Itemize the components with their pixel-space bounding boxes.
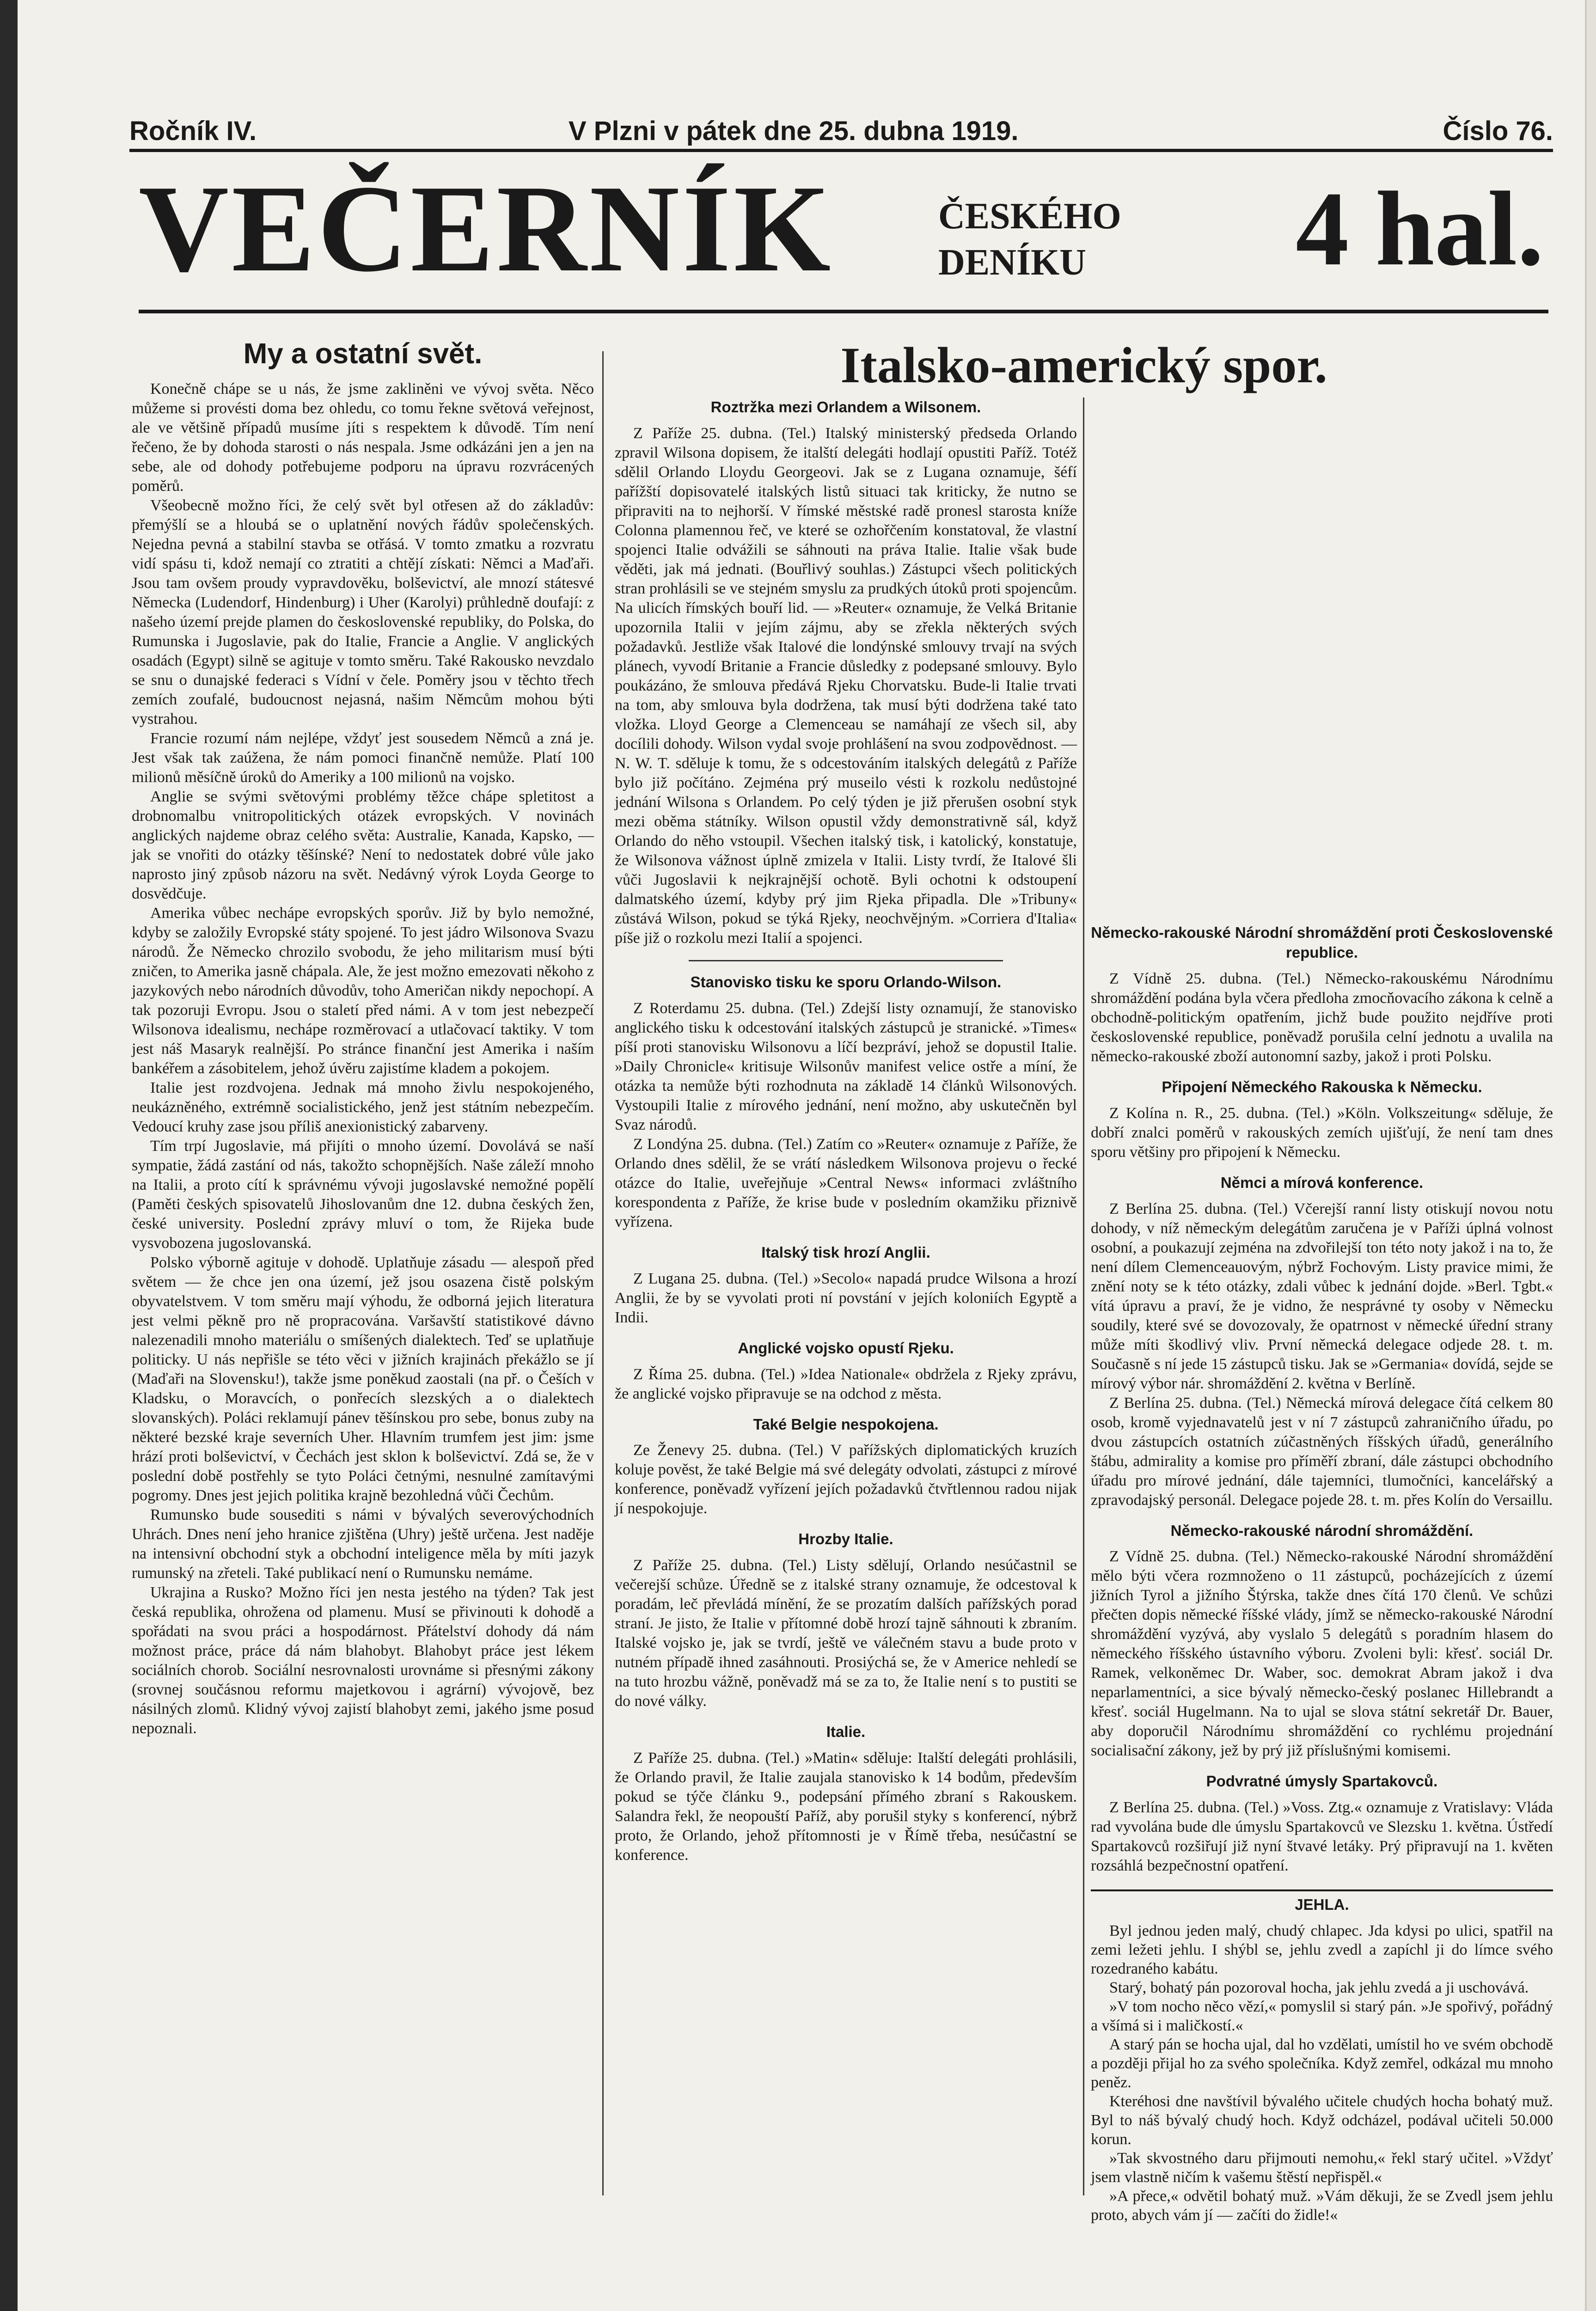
paragraph: Z Paříže 25. dubna. (Tel.) »Matin« sděluje: Italští delegáti prohlásili, že Orlando pravil, že Italie zaujala stanovisko k 14 bodům, především pokud se týče článku 9., podepsání přímého zbraní s Rakouskem. Salandra řekl, že neopouští Paříž, aby porušil styky s konferencí, nýbrž proto, že Orlando, jehož přítomnosti je v Římě třeba, nesúčastní se konference. <box>615 1749 1077 1864</box>
news-column-right <box>1091 397 1553 2224</box>
paragraph: Kteréhosi dne navštívil bývalého učitele chudých hocha bohatý muž. Byl to náš bývalý chudý hoch. Když odcházel, podával učiteli 50.000 korun. <box>1091 2093 1553 2148</box>
paragraph: Italie jest rozdvojena. Jednak má mnoho živlu nespokojeného, neukázněného, extrémně socialistického, jenž jest státním nebezpečím. Vedoucí kruhy zase jsou příliš anexionistický zabarveny. <box>132 1079 594 1135</box>
paragraph: Z Kolína n. R., 25. dubna. (Tel.) »Köln. Volkszeitung« sděluje, že dobří znalci poměrů v rakouských zemích ujišťují, že není tam dnes sporu většiny pro připojení k Německu. <box>1091 1104 1553 1161</box>
section-title: Německo-rakouské Národní shromáždění proti Československé republice. <box>1091 924 1553 961</box>
article-heading: My a ostatní svět. <box>243 338 483 370</box>
section-title: Připojení Německého Rakouska k Německu. <box>1162 1078 1482 1095</box>
paragraph: Všeobecně možno říci, že celý svět byl otřesen až do základův: přemýšlí se a hloubá se o uplatnění nových řádův společenských. Nejedna pevná a stabilní stavba se otřásá. V tomto zmatku a rozvratu vidí spásu ti, kdož nemají co ztratiti a chtějí získati: Němci a Maďaři. Jsou tam ovšem proudy vypravdověku, bolševictví, ale mnozí státesvé Německa (Ludendorf, Hindenburg) i Uher (Karolyi) průhledně doufají: z našeho území prejde plamen do československé republiky, do Polska, do Rumunska i Jugoslavie, pak do Italie, Francie a Anglie. V anglických osadách (Egypt) silně se agituje v tomto směru. Také Rakousko nevzdalo se snu o dunajské federaci s Vídní v čele. Poměry jsou v těchto třech zemích zoufalé, budoucnost nejasná, našim Němcům mohou býti vystrahou. <box>132 497 594 728</box>
main-headline: Italsko-americký spor. <box>840 337 1327 393</box>
paragraph: »Tak skvostného daru přijmouti nemohu,« řekl starý učitel. »Vždyť jsem vlastně ničím k vašemu štěstí nepřispěl.« <box>1091 2150 1553 2186</box>
header-rule <box>129 149 1553 152</box>
paragraph: Amerika vůbec nechápe evropských sporův. Již by bylo nemožné, kdyby se založily Evropské státy spojené. To jest jádro Wilsonova Svazu národů. Že Německo chrozilo svobodu, že jeho militarism musí býti zničen, to Amerika jasně chápala. Ale, že jest možno emezovati někoho z jazykových nebo národních důvodův, toho Američan nikdy nepochopí. A tak pozoruji Evropu. Jsou o staletí před námi. A v tom jest nebezpečí Wilsonova idealismu, nechápe rozměrovací a utlačovací taktiky. V tom jest náš Masaryk realnější. Po stránce finanční jest Amerika i naším bankéřem a zásobitelem, jehož úvěru zajistíme kladem a pokojem. <box>132 905 594 1077</box>
section-title: Stanovisko tisku ke sporu Orlando-Wilson. <box>690 973 1002 990</box>
paragraph: Z Londýna 25. dubna. (Tel.) Zatím co »Reuter« oznamuje z Paříže, že Orlando dnes sdělil, že se vrátí následkem Wilsonova projevu o řecké otázce do Italie, uveřejňuje »Central News« informaci zvláštního korespondenta z Paříže, že krise bude v posledním okamžiku přiznivě vyřízena. <box>615 1135 1077 1230</box>
article-italsko-americky-spor <box>615 397 1077 2260</box>
column-divider-1 <box>602 351 604 2195</box>
paragraph: Francie rozumí nám nejlépe, vždyť jest sousedem Němců a zná je. Jest však tak zaúžena, že nám pomoci finančně nemůže. Platí 100 milionů měsíčně úroků do Ameriky a 100 milionů na vojsko. <box>132 730 594 786</box>
paragraph: »A přece,« odvětil bohatý muž. »Vám děkuji, že se Zvedl jsem jehlu proto, abych vám jí — začíti do židle!« <box>1091 2188 1553 2224</box>
section-separator <box>689 960 1003 961</box>
section-title: Podvratné úmysly Spartakovců. <box>1206 1773 1438 1790</box>
paragraph: »V tom nocho něco vězí,« pomyslil si starý pán. »Je spořivý, pořádný a všímá si i maličkostí.« <box>1091 1998 1553 2035</box>
paragraph: Ukrajina a Rusko? Možno říci jen nesta jestého na týden? Tak jest česká republika, ohrožena od plamenu. Musí se přivinouti k dohodě a spořádati na svou práci a hospodárnost. Přátelství dohody dá nám možnost práce, práce dá nám blahobyt. Blahobyt práce jest lékem sociálních chorob. Sociální nesrovnalosti urovnáme si přesnými zákony (srovnej součásnou reformu majetkovou i agrární) vývojově, bez násilných zlomů. Klidný vývoj zajistí blahobyt zemi, jakého jsme posud nepoznali. <box>132 1584 594 1737</box>
section-title: Italie. <box>826 1723 866 1741</box>
issue-number: Číslo 76. <box>1443 116 1553 146</box>
paragraph: Z Berlína 25. dubna. (Tel.) Včerejší ranní listy otiskují novou notu dohody, v níž německým delegátům zaručena je v Paříži úplná volnost osobní, a poukazují zejména na zdvořilejší ton této noty jakož i na to, že není dílem Clemenceauovým, nýbrž Fochovým. Listy pravice mimi, že znění noty se k této otázky, zdali vůbec k jednání dojde. »Berl. Tgbt.« vítá úpravu a praví, že je vidno, že nesprávné ty osoby v Německu soudily, které své se dovozovaly, že opatrnost v německé úřední strany může míti škodlivý vliv. První německá delegace odjede 28. t. m. Současně s ní jede 15 zástupců tisku. Jak se »Germania« dovídá, sejde se mírový výbor nár. shromáždění 2. května v Berlíně. <box>1091 1200 1553 1392</box>
masthead-subtitle <box>938 193 1121 286</box>
section-title: Roztržka mezi Orlandem a Wilsonem. <box>710 398 981 416</box>
paragraph: A starý pán se hocha ujal, dal ho vzdělati, umístil ho ve svém obchodě a později přijal ho za svého společníka. Když zemřel, odkázal mu mnoho peněz. <box>1091 2036 1553 2091</box>
volume-label: Ročník IV. <box>129 116 257 146</box>
paragraph: Polsko výborně agituje v dohodě. Uplatňuje zásadu — alespoň před světem — že chce jen ona území, jež jsou osazena čistě polským obyvatelstvem. V tom směru mají výhodu, že odborná jejich literatura jest velmi pěkně pro ně propracována. Varšavští statistikové dávno nalezenadili mnoho materiálu o smíšených dialektech. Teď se uplatňuje politicky. U nás nepřišle se této věci v jižních krajinách překážlo se jí (Maďaři na Slovensku!), takže jsme poněkud zaostali (na př. o Češích v Kladsku, o Moravcích, o ponřecích slezských a o dialektech slovanských). Poláci reklamují pánev těšínskou pro sebe, bonus zuby na některé bezské kraje severních Uher. Hlavním trumfem jest jim: jsme hrází proti bolševictví, v Čechách jest sklon k bolševictví. Zdá se, že v poslední době postřehly se tyto Poláci četnými, nesnulné zamítavými pogromy. Dnes jest jejich politika krajně bezohledná vůči Čechům. <box>132 1254 594 1504</box>
column-divider-2 <box>1083 397 1084 2195</box>
paragraph: Z Berlína 25. dubna. (Tel.) Německá mírová delegace čítá celkem 80 osob, kromě vyjednavatelů jest v ní 7 zástupců zahraničního úřadu, po dvou zástupcích ostatních zúčastněných říšských úřadů, generálního štábu, admirality a komise pro příměří zbraní, dále zástupci obchodního úřadu pro mírové jednání, dále tajemníci, tlumočníci, kancelářský a zpravodajský personál. Delegace pojede 28. t. m. přes Kolín do Versaillu. <box>1091 1394 1553 1509</box>
paragraph: Tím trpí Jugoslavie, má přijíti o mnoho území. Dovolává se naší sympatie, žádá zastání od nás, takožto schopnějších. Naše záleží mnoho na Italii, a proto cítí k správnému vývoji jugoslavské nemožné popělí (Paměti českých spisovatelů Jihoslovanům dne 12. dubna českých žen, české university. Poslední zprávy mluví o tom, že Rijeka bude vysvobozena jugoslovanská. <box>132 1137 594 1252</box>
paragraph: Z Berlína 25. dubna. (Tel.) »Voss. Ztg.« oznamuje z Vratislavy: Vláda rad vyvolána bude dle úmyslu Spartakovců ve Slezsku 1. května. Ústředí Spartakovců rozšiřují již nyní štvavé letáky. Prý připravují na 1. květen rozsáhlá bezpečnostní opatření. <box>1091 1799 1553 1875</box>
scan-edge-left <box>0 0 18 2311</box>
paragraph: Rumunsko bude sousediti s námi v bývalých severovýchodních Uhrách. Dnes není jeho hranice zjištěna (Uhry) ještě určena. Jest naděje na intensivní obchodní styk a obchodní inteligence měla by míti jazyk rumunský na zřeteli. Také publikací není o Rumunsku nemáme. <box>132 1506 594 1582</box>
paragraph: Anglie se svými světovými problémy těžce chápe spletitost a drobnomalbu vnitropolitických otázek evropských. V novinách anglických najdeme obraz celého světa: Australie, Kanada, Kapsko, — jak se vnořiti do otázky těšínské? Není to nedostatek dobré vůle jako naprosto jiný způsob názoru na svět. Nedávný výrok Loyda George to dosvědčuje. <box>132 788 594 902</box>
section-title: Italský tisk hrozí Anglii. <box>761 1243 930 1261</box>
paragraph: Z Říma 25. dubna. (Tel.) »Idea Nationale« obdržela z Rjeky zprávu, že anglické vojsko připravuje se na odchod z města. <box>615 1365 1077 1402</box>
section-title: Němci a mírová konference. <box>1220 1174 1424 1191</box>
section-title: Anglické vojsko opustí Rjeku. <box>738 1339 954 1357</box>
paragraph: Z Roterdamu 25. dubna. (Tel.) Zdejší listy oznamují, že stanovisko anglického tisku k odcestování italských zástupců je stranické. »Times« píší proti stanovisku Wilsonovu a líčí bezpráví, jehož se dopustil Italie. »Daily Chronicle« kritisuje Wilsonův manifest velice ostře a míní, že otázka ta nemůže býti rozhodnuta na základě 14 článků Wilsonových. Vystoupili Italie z mírového jednání, není možno, aby uskutečněn byl Svaz národů. <box>615 999 1077 1133</box>
section-title: Hrozby Italie. <box>798 1530 893 1548</box>
paragraph: Z Lugana 25. dubna. (Tel.) »Secolo« napadá prudce Wilsona a hrozí Anglii, že by se vyvolati proti ní povstání v jejích koloniích Egyptě a Indii. <box>615 1270 1077 1326</box>
section-title: Německo-rakouské národní shromáždění. <box>1170 1522 1474 1539</box>
scan-edge-right <box>1585 0 1596 2311</box>
masthead-title: VEČERNÍK <box>139 159 834 298</box>
masthead-price: 4 hal. <box>1296 170 1544 287</box>
dateline: V Plzni v pátek dne 25. dubna 1919. <box>569 116 1019 146</box>
paragraph: Z Vídně 25. dubna. (Tel.) Německo-rakouskému Národnímu shromáždění podána byla včera předloha zmocňovacího zákona k celně a obchodně-politickým opatřením, jichž bude použito nejdříve proti československé republice, poněvadž porušila celní jednotu a uvalila na německo-rakouské zboží autonomní sazby, jakož i proti Polsku. <box>1091 970 1553 1065</box>
feuilleton-title: JEHLA. <box>1091 1889 1553 1915</box>
paragraph: Z Vídně 25. dubna. (Tel.) Německo-rakouské Národní shromáždění mělo býti včera rozmnoženo o 11 zástupců, pocházejících z území jižních Tyrol a jižního Štýrska, takže dnes čítá 170 členů. Ve schůzi přečten dopis německé říšské vlády, jímž se německo-rakouské Národní shromáždění vyzývá, aby vyslalo 5 delegátů s poradním hlasem do německého říšského ústavního výboru. Zvoleni byli: křesť. sociál Dr. Ramek, velkoněmec Dr. Waber, soc. demokrat Abram jakož i dva neparlamentníci, a sice bývalý německo-český poslanec Hillebrandt a křesť. sociál Hugelmann. Na to ujal se slova státní sekretář Dr. Bauer, aby doporučil Národnímu shromáždění co rychlému projednání socialisační zákony, jež by prý již příslušnými komisemi. <box>1091 1548 1553 1760</box>
paragraph: Ze Ženevy 25. dubna. (Tel.) V pařížských diplomatických kruzích koluje pověst, že také Belgie má své delegáty odvolati, zástupci z mírové konference, poněvadž vyřízení jejích požadavků čtvřtlennou radou nijak jí nespokojuje. <box>615 1442 1077 1517</box>
masthead <box>139 159 1548 314</box>
paragraph: Starý, bohatý pán pozoroval hocha, jak jehlu zvedá a ji uschovává. <box>1109 1979 1529 1997</box>
paragraph: Byl jednou jeden malý, chudý chlapec. Jda kdysi po ulici, spatřil na zemi ležeti jehlu. I shýbl se, jehlu zvedl a zapíchl ji do límce svého rozedraného kabátu. <box>1091 1922 1553 1978</box>
issue-line <box>129 116 1553 146</box>
section-title: Také Belgie nespokojena. <box>753 1415 939 1433</box>
paragraph: Z Paříže 25. dubna. (Tel.) Italský ministerský předseda Orlando zpravil Wilsona dopisem, že italští delegáti hodlají opustiti Paříž. Totéž sdělil Orlando Lloydu Georgeovi. Jak se z Lugana oznamuje, šéfí pařížští dopisovatelé italských listů situaci tak kriticky, že nutno se připraviti na to nejhorší. V římské městské radě pronesl starosta kníže Colonna plamennou řeč, ve které se ozhořčením konstatoval, že vlastní spojenci Italie odvážili se sáhnouti na práva Italie. Italie však bude věděti, jak má jednati. (Bouřlivý souhlas.) Zástupci všech politických stran prohlásili se ve stejném smyslu za prudkých útoků proti spojencům. Na ulicích římských bouří lid. — »Reuter« oznamuje, že Velká Britanie upozornila Italii v jejím zájmu, aby se zřekla některých svých požadavků. Jestliže však Italové die londýnské smlouvy trvají na svých plánech, vyvodí Britanie a Francie důsledky z podepsané smlouvy. Bylo poukázáno, že smlouva předává Rjeku Chorvatsku. Bude-li Italie trvati na tom, aby smlouva byla dodržena, tak musí býti dodržena také tato vložka. Lloyd George a Clemenceau se namáhají ze všech sil, aby docílili dohody. Wilson vydal svoje prohlášení na svou zodpovědnost. — N. W. T. sděluje k tomu, že s odcestováním italských delegátů z Paříže bylo již počítáno. Zejména prý museilo vésti k rozkolu nedůstojné jednání Wilsona s Orlandem. Po celý týden je již přerušen osobní styk mezi oběma státníky. Wilson opustil vždy demonstrativně sál, když Orlando do něho vstoupil. Všechen italský tisk, i katolický, konstatuje, že Wilsonova vážnost úplně zmizela v Italii. Listy tvrdí, že Italové šli vůči Jugoslavii k nejkrajnější ochotě. Byli ochotni k odstoupení dalmatského území, kdyby prý jim Rjeka připadla. Dle »Tribuny« zůstává Wilson, pokud se týká Rjeky, neochvějným. »Corriera d'Italia« píše již o rozkolu mezi Italií a spojenci. <box>615 424 1077 947</box>
masthead-rule <box>139 310 1548 313</box>
masthead-subtitle-line2: DENÍKU <box>938 242 1087 283</box>
feuilleton-body <box>1091 1921 1553 2225</box>
paragraph: Konečně chápe se u nás, že jsme zakliněni ve vývoj světa. Něco můžeme si provésti doma bez ohledu, co tomu řekne světová veřejnost, ale ve většině případů musíme jíti s respektem k důvodě. Tím není řečeno, že by dohoda starosti o nás nespala. Jsme odkázáni jen a jen na sebe, ale od dohody potřebujeme podporu na úpravu rozvrácených poměrů. <box>132 380 594 495</box>
masthead-subtitle-line1: ČESKÉHO <box>938 196 1121 237</box>
paragraph: Z Paříže 25. dubna. (Tel.) Listy sdělují, Orlando nesúčastnil se večerejší schůze. Úředně se z italské strany oznamuje, že odcestoval k poradám, leč převládá mínění, že se prozatím dalších pařížských porad straní. Je jisto, že Italie v přítomné době hrozí tajně sáhnouti k zbraním. Italské vojsko je, jak se tvrdí, ještě ve válečném stavu a bude proto v nutném případě ihned zasáhnouti. Prosiýchá se, že v Americe nehledí se na tuto hrozbu vážně, poněvadž má se za to, že Italie není s to pustiti se do nové války. <box>615 1557 1077 1710</box>
article-my-a-ostatni-svet <box>132 337 594 2195</box>
